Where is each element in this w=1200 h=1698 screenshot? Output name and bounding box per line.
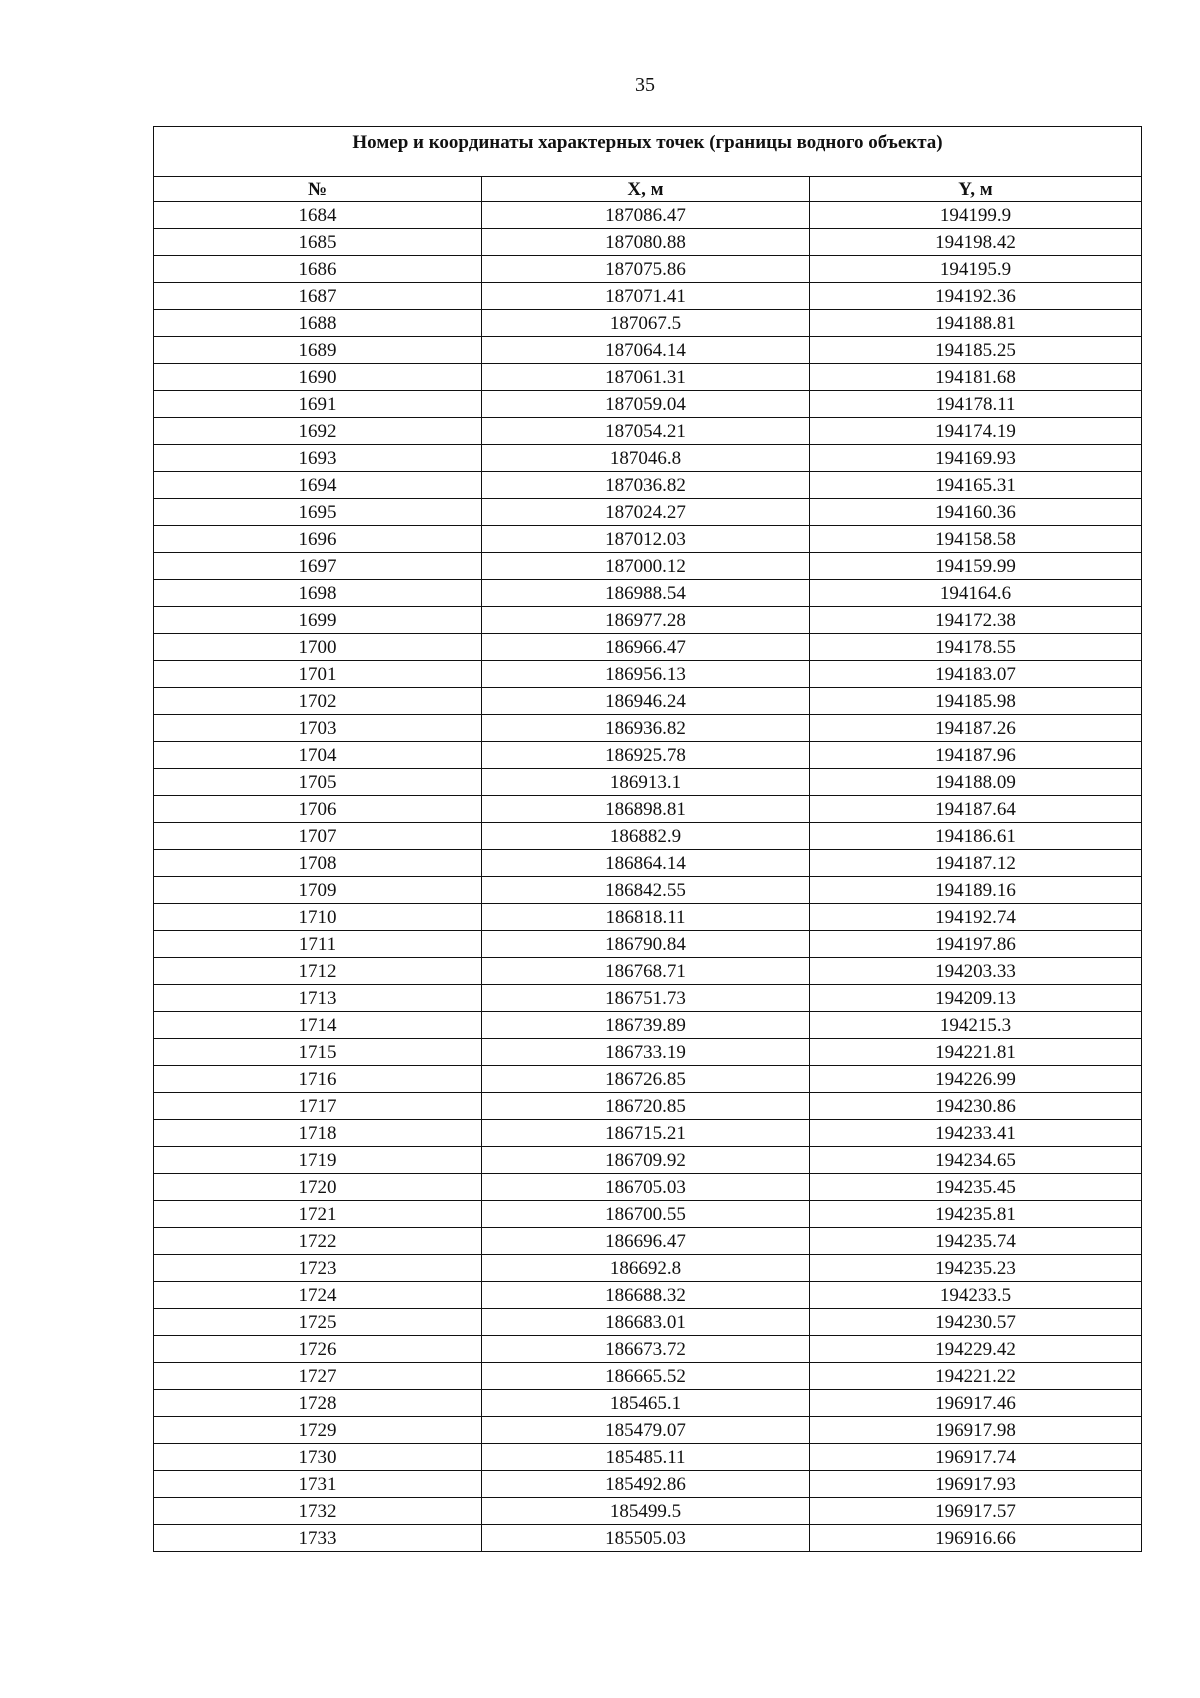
x-coordinate-cell: 186882.9 bbox=[482, 823, 810, 850]
x-coordinate-cell: 186864.14 bbox=[482, 850, 810, 877]
x-coordinate-cell: 186751.73 bbox=[482, 985, 810, 1012]
x-coordinate-cell: 187046.8 bbox=[482, 445, 810, 472]
point-number-cell: 1684 bbox=[154, 202, 482, 229]
y-coordinate-cell: 194165.31 bbox=[810, 472, 1142, 499]
point-number-cell: 1692 bbox=[154, 418, 482, 445]
point-number-cell: 1726 bbox=[154, 1336, 482, 1363]
table-row bbox=[154, 391, 1142, 418]
x-coordinate-cell: 185479.07 bbox=[482, 1417, 810, 1444]
table-row bbox=[154, 1093, 1142, 1120]
x-coordinate-cell: 186936.82 bbox=[482, 715, 810, 742]
y-coordinate-cell: 194187.26 bbox=[810, 715, 1142, 742]
point-number-cell: 1700 bbox=[154, 634, 482, 661]
x-coordinate-cell: 186898.81 bbox=[482, 796, 810, 823]
table-body bbox=[154, 202, 1142, 1552]
point-number-cell: 1718 bbox=[154, 1120, 482, 1147]
point-number-cell: 1722 bbox=[154, 1228, 482, 1255]
table-title-row bbox=[154, 127, 1142, 177]
point-number-cell: 1733 bbox=[154, 1525, 482, 1552]
y-coordinate-cell: 194185.98 bbox=[810, 688, 1142, 715]
y-coordinate-cell: 194229.42 bbox=[810, 1336, 1142, 1363]
point-number-cell: 1711 bbox=[154, 931, 482, 958]
x-coordinate-cell: 187054.21 bbox=[482, 418, 810, 445]
point-number-cell: 1716 bbox=[154, 1066, 482, 1093]
point-number-cell: 1698 bbox=[154, 580, 482, 607]
x-coordinate-cell: 187061.31 bbox=[482, 364, 810, 391]
y-coordinate-cell: 194187.96 bbox=[810, 742, 1142, 769]
table-row bbox=[154, 1255, 1142, 1282]
point-number-cell: 1710 bbox=[154, 904, 482, 931]
table-row bbox=[154, 526, 1142, 553]
x-coordinate-cell: 186977.28 bbox=[482, 607, 810, 634]
table-row bbox=[154, 661, 1142, 688]
table-row bbox=[154, 310, 1142, 337]
point-number-cell: 1697 bbox=[154, 553, 482, 580]
point-number-cell: 1688 bbox=[154, 310, 482, 337]
y-coordinate-cell: 194188.09 bbox=[810, 769, 1142, 796]
y-coordinate-cell: 194233.41 bbox=[810, 1120, 1142, 1147]
y-coordinate-cell: 194169.93 bbox=[810, 445, 1142, 472]
page-number: 35 bbox=[635, 74, 655, 96]
x-coordinate-cell: 187080.88 bbox=[482, 229, 810, 256]
y-coordinate-cell: 194186.61 bbox=[810, 823, 1142, 850]
table-row bbox=[154, 1066, 1142, 1093]
x-coordinate-cell: 185485.11 bbox=[482, 1444, 810, 1471]
table-row bbox=[154, 823, 1142, 850]
x-coordinate-cell: 187059.04 bbox=[482, 391, 810, 418]
x-coordinate-cell: 185499.5 bbox=[482, 1498, 810, 1525]
point-number-cell: 1687 bbox=[154, 283, 482, 310]
y-coordinate-cell: 194192.36 bbox=[810, 283, 1142, 310]
x-coordinate-cell: 187064.14 bbox=[482, 337, 810, 364]
table-row bbox=[154, 742, 1142, 769]
table-row bbox=[154, 1039, 1142, 1066]
point-number-cell: 1723 bbox=[154, 1255, 482, 1282]
table-row bbox=[154, 229, 1142, 256]
point-number-cell: 1702 bbox=[154, 688, 482, 715]
table-row bbox=[154, 337, 1142, 364]
x-coordinate-cell: 186673.72 bbox=[482, 1336, 810, 1363]
point-number-cell: 1713 bbox=[154, 985, 482, 1012]
point-number-cell: 1694 bbox=[154, 472, 482, 499]
table-row bbox=[154, 1498, 1142, 1525]
point-number-cell: 1706 bbox=[154, 796, 482, 823]
point-number-cell: 1712 bbox=[154, 958, 482, 985]
point-number-cell: 1693 bbox=[154, 445, 482, 472]
table-row bbox=[154, 1282, 1142, 1309]
point-number-cell: 1707 bbox=[154, 823, 482, 850]
x-coordinate-cell: 186696.47 bbox=[482, 1228, 810, 1255]
point-number-cell: 1709 bbox=[154, 877, 482, 904]
point-number-cell: 1720 bbox=[154, 1174, 482, 1201]
y-coordinate-cell: 194230.86 bbox=[810, 1093, 1142, 1120]
point-number-cell: 1725 bbox=[154, 1309, 482, 1336]
x-coordinate-cell: 186818.11 bbox=[482, 904, 810, 931]
point-number-cell: 1704 bbox=[154, 742, 482, 769]
y-coordinate-cell: 194187.12 bbox=[810, 850, 1142, 877]
table-row bbox=[154, 1444, 1142, 1471]
y-coordinate-cell: 196917.74 bbox=[810, 1444, 1142, 1471]
x-coordinate-cell: 186720.85 bbox=[482, 1093, 810, 1120]
x-coordinate-cell: 186988.54 bbox=[482, 580, 810, 607]
point-number-cell: 1727 bbox=[154, 1363, 482, 1390]
point-number-cell: 1730 bbox=[154, 1444, 482, 1471]
table-row bbox=[154, 877, 1142, 904]
point-number-cell: 1717 bbox=[154, 1093, 482, 1120]
y-coordinate-cell: 194183.07 bbox=[810, 661, 1142, 688]
x-coordinate-cell: 186683.01 bbox=[482, 1309, 810, 1336]
point-number-cell: 1728 bbox=[154, 1390, 482, 1417]
x-coordinate-cell: 185465.1 bbox=[482, 1390, 810, 1417]
y-coordinate-cell: 194230.57 bbox=[810, 1309, 1142, 1336]
point-number-cell: 1686 bbox=[154, 256, 482, 283]
table-row bbox=[154, 769, 1142, 796]
x-coordinate-cell: 186739.89 bbox=[482, 1012, 810, 1039]
y-coordinate-cell: 194195.9 bbox=[810, 256, 1142, 283]
x-coordinate-cell: 185492.86 bbox=[482, 1471, 810, 1498]
x-coordinate-cell: 186956.13 bbox=[482, 661, 810, 688]
point-number-cell: 1729 bbox=[154, 1417, 482, 1444]
y-coordinate-cell: 194235.74 bbox=[810, 1228, 1142, 1255]
y-coordinate-cell: 194181.68 bbox=[810, 364, 1142, 391]
column-header-y: Y, м bbox=[810, 177, 1142, 202]
table-row bbox=[154, 499, 1142, 526]
y-coordinate-cell: 194233.5 bbox=[810, 1282, 1142, 1309]
table-row bbox=[154, 1012, 1142, 1039]
column-header-x: X, м bbox=[482, 177, 810, 202]
point-number-cell: 1724 bbox=[154, 1282, 482, 1309]
table-row bbox=[154, 256, 1142, 283]
y-coordinate-cell: 194192.74 bbox=[810, 904, 1142, 931]
table-row bbox=[154, 580, 1142, 607]
x-coordinate-cell: 187000.12 bbox=[482, 553, 810, 580]
y-coordinate-cell: 194199.9 bbox=[810, 202, 1142, 229]
table-row bbox=[154, 283, 1142, 310]
table-row bbox=[154, 1201, 1142, 1228]
y-coordinate-cell: 194234.65 bbox=[810, 1147, 1142, 1174]
x-coordinate-cell: 186709.92 bbox=[482, 1147, 810, 1174]
y-coordinate-cell: 194235.23 bbox=[810, 1255, 1142, 1282]
table-row bbox=[154, 1525, 1142, 1552]
point-number-cell: 1690 bbox=[154, 364, 482, 391]
coordinates-table-container bbox=[153, 126, 1141, 1552]
point-number-cell: 1715 bbox=[154, 1039, 482, 1066]
y-coordinate-cell: 194159.99 bbox=[810, 553, 1142, 580]
x-coordinate-cell: 186842.55 bbox=[482, 877, 810, 904]
point-number-cell: 1708 bbox=[154, 850, 482, 877]
point-number-cell: 1705 bbox=[154, 769, 482, 796]
x-coordinate-cell: 186790.84 bbox=[482, 931, 810, 958]
y-coordinate-cell: 194158.58 bbox=[810, 526, 1142, 553]
x-coordinate-cell: 186733.19 bbox=[482, 1039, 810, 1066]
y-coordinate-cell: 194221.81 bbox=[810, 1039, 1142, 1066]
y-coordinate-cell: 194160.36 bbox=[810, 499, 1142, 526]
x-coordinate-cell: 187075.86 bbox=[482, 256, 810, 283]
x-coordinate-cell: 186768.71 bbox=[482, 958, 810, 985]
table-row bbox=[154, 904, 1142, 931]
table-row bbox=[154, 1336, 1142, 1363]
x-coordinate-cell: 186925.78 bbox=[482, 742, 810, 769]
y-coordinate-cell: 194172.38 bbox=[810, 607, 1142, 634]
y-coordinate-cell: 194226.99 bbox=[810, 1066, 1142, 1093]
point-number-cell: 1699 bbox=[154, 607, 482, 634]
coordinates-table bbox=[153, 126, 1142, 1552]
y-coordinate-cell: 196917.57 bbox=[810, 1498, 1142, 1525]
x-coordinate-cell: 187086.47 bbox=[482, 202, 810, 229]
x-coordinate-cell: 187012.03 bbox=[482, 526, 810, 553]
point-number-cell: 1689 bbox=[154, 337, 482, 364]
x-coordinate-cell: 186688.32 bbox=[482, 1282, 810, 1309]
x-coordinate-cell: 187071.41 bbox=[482, 283, 810, 310]
point-number-cell: 1714 bbox=[154, 1012, 482, 1039]
point-number-cell: 1721 bbox=[154, 1201, 482, 1228]
y-coordinate-cell: 194189.16 bbox=[810, 877, 1142, 904]
y-coordinate-cell: 194209.13 bbox=[810, 985, 1142, 1012]
y-coordinate-cell: 194198.42 bbox=[810, 229, 1142, 256]
y-coordinate-cell: 194203.33 bbox=[810, 958, 1142, 985]
table-row bbox=[154, 931, 1142, 958]
x-coordinate-cell: 186726.85 bbox=[482, 1066, 810, 1093]
y-coordinate-cell: 194235.81 bbox=[810, 1201, 1142, 1228]
y-coordinate-cell: 194164.6 bbox=[810, 580, 1142, 607]
table-row bbox=[154, 1147, 1142, 1174]
table-row bbox=[154, 553, 1142, 580]
point-number-cell: 1732 bbox=[154, 1498, 482, 1525]
y-coordinate-cell: 196917.98 bbox=[810, 1417, 1142, 1444]
table-row bbox=[154, 715, 1142, 742]
table-row bbox=[154, 850, 1142, 877]
x-coordinate-cell: 187024.27 bbox=[482, 499, 810, 526]
x-coordinate-cell: 187036.82 bbox=[482, 472, 810, 499]
point-number-cell: 1695 bbox=[154, 499, 482, 526]
point-number-cell: 1703 bbox=[154, 715, 482, 742]
table-row bbox=[154, 472, 1142, 499]
table-row bbox=[154, 202, 1142, 229]
table-row bbox=[154, 688, 1142, 715]
y-coordinate-cell: 194178.55 bbox=[810, 634, 1142, 661]
table-row bbox=[154, 1471, 1142, 1498]
table-row bbox=[154, 1363, 1142, 1390]
table-row bbox=[154, 445, 1142, 472]
table-row bbox=[154, 1417, 1142, 1444]
x-coordinate-cell: 187067.5 bbox=[482, 310, 810, 337]
y-coordinate-cell: 196916.66 bbox=[810, 1525, 1142, 1552]
point-number-cell: 1696 bbox=[154, 526, 482, 553]
table-row bbox=[154, 1390, 1142, 1417]
table-title: Номер и координаты характерных точек (границы водного объекта) bbox=[154, 127, 1142, 177]
y-coordinate-cell: 194221.22 bbox=[810, 1363, 1142, 1390]
x-coordinate-cell: 186692.8 bbox=[482, 1255, 810, 1282]
table-row bbox=[154, 1120, 1142, 1147]
table-row bbox=[154, 1174, 1142, 1201]
x-coordinate-cell: 186665.52 bbox=[482, 1363, 810, 1390]
table-row bbox=[154, 418, 1142, 445]
table-header-row bbox=[154, 177, 1142, 202]
column-header-number: № bbox=[154, 177, 482, 202]
y-coordinate-cell: 194188.81 bbox=[810, 310, 1142, 337]
y-coordinate-cell: 194187.64 bbox=[810, 796, 1142, 823]
x-coordinate-cell: 186700.55 bbox=[482, 1201, 810, 1228]
table-row bbox=[154, 607, 1142, 634]
y-coordinate-cell: 196917.93 bbox=[810, 1471, 1142, 1498]
x-coordinate-cell: 185505.03 bbox=[482, 1525, 810, 1552]
y-coordinate-cell: 194235.45 bbox=[810, 1174, 1142, 1201]
x-coordinate-cell: 186913.1 bbox=[482, 769, 810, 796]
x-coordinate-cell: 186966.47 bbox=[482, 634, 810, 661]
table-row bbox=[154, 634, 1142, 661]
y-coordinate-cell: 194178.11 bbox=[810, 391, 1142, 418]
y-coordinate-cell: 194185.25 bbox=[810, 337, 1142, 364]
point-number-cell: 1685 bbox=[154, 229, 482, 256]
table-row bbox=[154, 796, 1142, 823]
table-row bbox=[154, 985, 1142, 1012]
y-coordinate-cell: 196917.46 bbox=[810, 1390, 1142, 1417]
point-number-cell: 1701 bbox=[154, 661, 482, 688]
y-coordinate-cell: 194197.86 bbox=[810, 931, 1142, 958]
table-row bbox=[154, 958, 1142, 985]
x-coordinate-cell: 186946.24 bbox=[482, 688, 810, 715]
point-number-cell: 1719 bbox=[154, 1147, 482, 1174]
y-coordinate-cell: 194174.19 bbox=[810, 418, 1142, 445]
x-coordinate-cell: 186715.21 bbox=[482, 1120, 810, 1147]
table-row bbox=[154, 364, 1142, 391]
x-coordinate-cell: 186705.03 bbox=[482, 1174, 810, 1201]
table-row bbox=[154, 1309, 1142, 1336]
y-coordinate-cell: 194215.3 bbox=[810, 1012, 1142, 1039]
table-row bbox=[154, 1228, 1142, 1255]
point-number-cell: 1731 bbox=[154, 1471, 482, 1498]
point-number-cell: 1691 bbox=[154, 391, 482, 418]
